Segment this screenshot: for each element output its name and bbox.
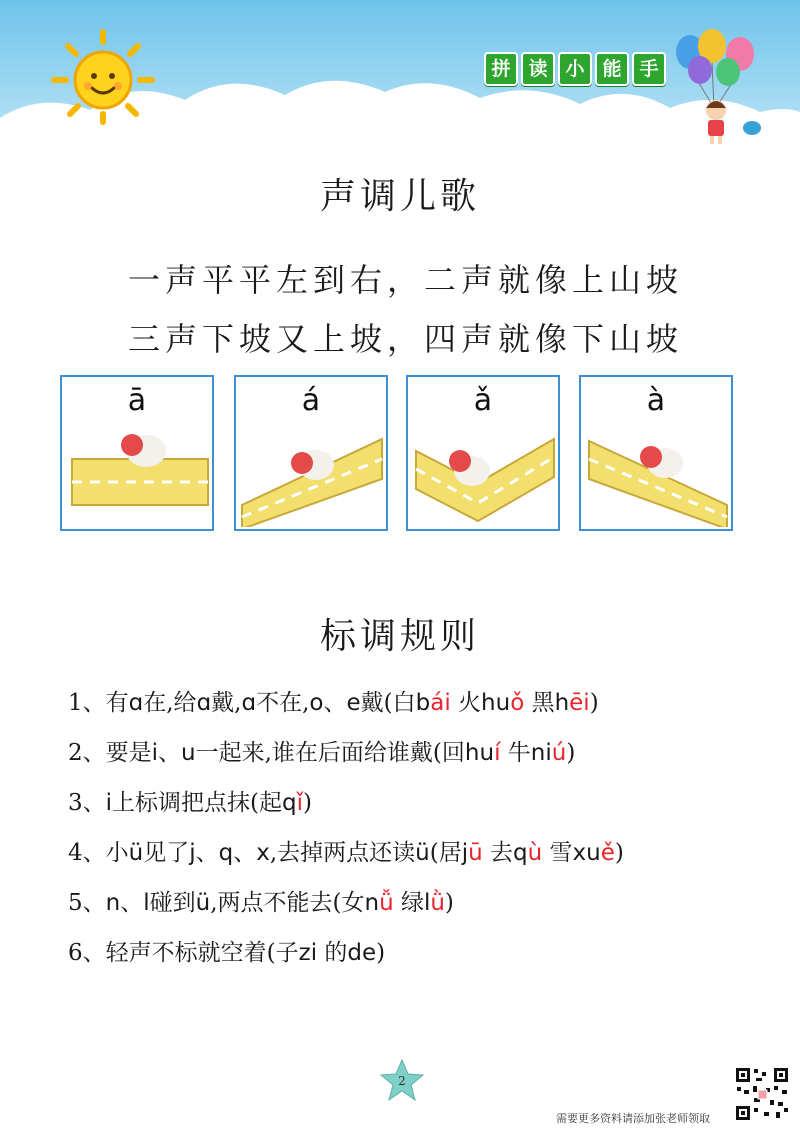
banner-char: 读 <box>521 52 555 86</box>
rule-text: ) <box>566 740 576 766</box>
rule-text: 的 <box>317 940 348 966</box>
pinyin-text: ɑ <box>241 690 257 716</box>
pinyin-text: l <box>143 890 150 916</box>
star-icon <box>379 1058 425 1102</box>
rule-text: 一起来,谁在后面给谁戴(回 <box>195 740 465 766</box>
banner-char: 手 <box>632 52 666 86</box>
page-number-badge <box>379 1058 425 1106</box>
rule-number: 5、 <box>68 890 106 916</box>
rule-item <box>68 684 599 717</box>
rule-text: 雪 <box>542 840 573 866</box>
pinyin-text: e <box>346 690 361 716</box>
rule-number: 1、 <box>68 690 106 716</box>
tone-highlight: í <box>494 740 501 766</box>
rule-number: 6、 <box>68 940 106 966</box>
pinyin-text: n <box>105 890 121 916</box>
rule-text: ,去掉两点还读 <box>269 840 416 866</box>
tone-highlight: ě <box>600 840 615 866</box>
rule-text: 有 <box>105 690 129 716</box>
pinyin-text: ni <box>530 740 552 766</box>
pinyin-text: de <box>347 940 377 966</box>
rules-title: 标调规则 <box>319 616 480 657</box>
rule-text: 戴(白 <box>360 690 416 716</box>
rule-text: 要是 <box>105 740 152 766</box>
pinyin-text: q <box>282 790 297 816</box>
tone-card-fourth <box>579 375 733 531</box>
rule-text: 、 <box>158 740 182 766</box>
tone-mark: à <box>646 383 666 418</box>
tone-highlight: ū <box>468 840 483 866</box>
rule-text: 去 <box>482 840 513 866</box>
rule-item <box>68 734 575 767</box>
rule-text: 在,给 <box>143 690 197 716</box>
rule-text: 火 <box>450 690 482 716</box>
pinyin-text: ɑ <box>128 690 144 716</box>
rule-number: 4、 <box>68 840 106 866</box>
rule-text: 上标调把点抹(起 <box>112 790 283 816</box>
rule-text: 、 <box>195 840 219 866</box>
pinyin-text: hu <box>481 690 511 716</box>
pinyin-text: ü <box>128 840 144 866</box>
rule-text: 见了 <box>143 840 190 866</box>
pinyin-text: ü <box>195 890 211 916</box>
pinyin-text: xu <box>572 840 601 866</box>
pinyin-text: b <box>415 690 431 716</box>
tone-highlight: ǜ <box>430 890 445 916</box>
rule-text: ) <box>444 890 454 916</box>
pinyin-text: ɑ <box>196 690 212 716</box>
pinyin-text: u <box>181 740 196 766</box>
rule-text: 戴, <box>211 690 242 716</box>
rule-text: 不在, <box>256 690 310 716</box>
rule-text: ) <box>614 840 624 866</box>
rule-text: 、 <box>233 840 257 866</box>
rhyme-line-2: 三声下坡又上坡，四声就像下山坡 <box>128 320 684 358</box>
rule-text: ,两点不能去(女 <box>210 890 365 916</box>
rule-text: ) <box>303 790 312 816</box>
rule-text: ) <box>589 690 599 716</box>
rule-text: 轻声不标就空着(子 <box>105 940 299 966</box>
rule-text: 、 <box>120 890 144 916</box>
tone-highlight: ú <box>551 740 567 766</box>
rule-text: (居 <box>429 840 462 866</box>
pinyin-text: j <box>461 840 469 866</box>
tone-highlight: ái <box>430 690 451 716</box>
footer-note: 需要更多资料请添加张老师领取 <box>556 1112 710 1125</box>
tone-highlight: ǚ <box>379 890 394 916</box>
rule-item <box>68 784 312 817</box>
banner-char: 能 <box>595 52 629 86</box>
pinyin-text: h <box>554 690 570 716</box>
rising-road-icon <box>236 417 386 527</box>
rule-item <box>68 834 624 867</box>
pinyin-text: q <box>218 840 234 866</box>
tone-highlight: ǐ <box>296 790 304 816</box>
dip-road-icon <box>408 417 558 527</box>
pinyin-text: l <box>423 890 431 916</box>
rule-text: ) <box>376 940 386 966</box>
banner-char: 拼 <box>484 52 518 86</box>
pinyin-text: zi <box>298 940 318 966</box>
rule-text: 小 <box>105 840 129 866</box>
tone-mark: ǎ <box>473 383 493 418</box>
page-number: 2 <box>398 1074 406 1088</box>
rule-text: 牛 <box>500 740 531 766</box>
pinyin-text: q <box>513 840 528 866</box>
tone-highlight: ǒ <box>510 690 525 716</box>
rule-text: 黑 <box>524 690 555 716</box>
qr-code-icon <box>734 1066 790 1122</box>
pinyin-text: x <box>256 840 270 866</box>
pinyin-text: j <box>189 840 196 866</box>
tone-card-second <box>234 375 388 531</box>
pinyin-text: ü <box>415 840 430 866</box>
tone-highlight: ēi <box>569 690 590 716</box>
tone-highlight: ù <box>527 840 543 866</box>
flat-road-icon <box>62 417 212 527</box>
pinyin-text: n <box>364 890 380 916</box>
pinyin-text: i <box>151 740 159 766</box>
pinyin-text: hu <box>464 740 495 766</box>
tone-card-third <box>406 375 560 531</box>
rule-number: 3、 <box>68 790 106 816</box>
tone-mark: á <box>301 383 321 418</box>
rule-text: 、 <box>323 690 347 716</box>
pinyin-text: o <box>309 690 324 716</box>
rule-text: 碰到 <box>149 890 196 916</box>
balloon-girl-illustration <box>662 28 772 148</box>
falling-road-icon <box>581 417 731 527</box>
pinyin-text: i <box>105 790 113 816</box>
rule-number: 2、 <box>68 740 106 766</box>
section-banner <box>484 52 666 86</box>
rhyme-line-1: 一声平平左到右，二声就像上山坡 <box>128 261 684 299</box>
banner-char: 小 <box>558 52 592 86</box>
sun-icon <box>48 28 158 128</box>
rule-item <box>68 884 454 917</box>
tone-card-first <box>60 375 214 531</box>
song-title: 声调儿歌 <box>319 176 480 217</box>
rule-item <box>68 934 385 967</box>
tone-mark: ā <box>127 383 147 418</box>
rule-text: 绿 <box>393 890 424 916</box>
